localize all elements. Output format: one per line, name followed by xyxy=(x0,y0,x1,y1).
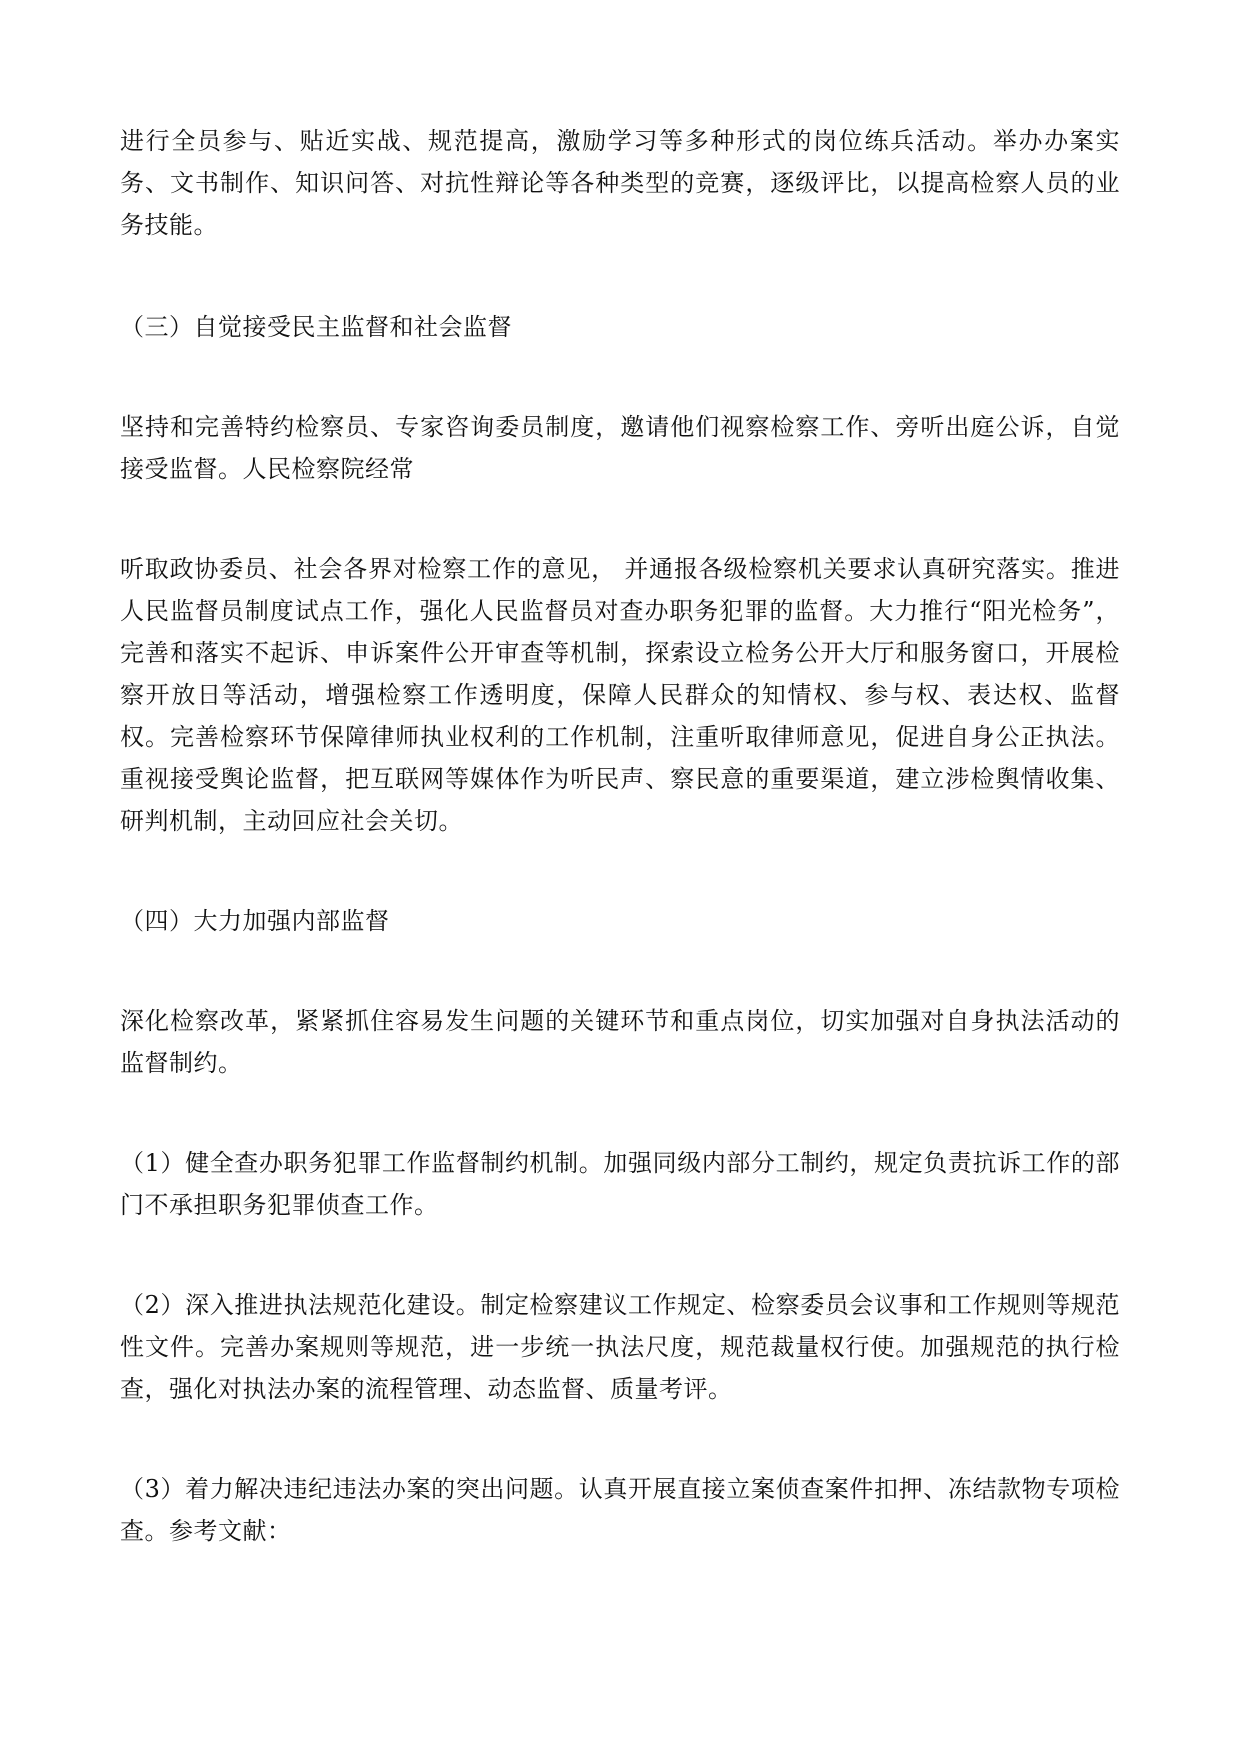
paragraph-item-2: （2）深入推进执法规范化建设。制定检察建议工作规定、检察委员会议事和工作规则等规范性文件。完善办案规则等规范，进一步统一执法尺度，规范裁量权行使。加强规范的执行检查，强化对执法办案的流程管理、动态监督、质量考评。 xyxy=(120,1291,1120,1403)
paragraph-public-supervision: 听取政协委员、社会各界对检察工作的意见， 并通报各级检察机关要求认真研究落实。推进人民监督员制度试点工作，强化人民监督员对查办职务犯罪的监督。大力推行“阳光检务”，完善和落实不起诉、申诉案件公开审查等机制，探索设立检务公开大厅和服务窗口，开展检察开放日等活动，增强检察工作透明度，保障人民群众的知情权、参与权、表达权、监督权。完善检察环节保障律师执业权利的工作机制，注重听取律师意见，促进自身公正执法。重视接受舆论监督，把互联网等媒体作为听民声、察民意的重要渠道，建立涉检舆情收集、研判机制，主动回应社会关切。 xyxy=(120,555,1120,835)
paragraph-special-prosecutors: 坚持和完善特约检察员、专家咨询委员制度，邀请他们视察检察工作、旁听出庭公诉，自觉接受监督。人民检察院经常 xyxy=(120,413,1120,483)
document-body xyxy=(120,120,1120,1552)
paragraph-item-1: （1）健全查办职务犯罪工作监督制约机制。加强同级内部分工制约，规定负责抗诉工作的部门不承担职务犯罪侦查工作。 xyxy=(120,1149,1120,1219)
section-heading-3: （三）自觉接受民主监督和社会监督 xyxy=(120,313,512,341)
section-heading-4: （四）大力加强内部监督 xyxy=(120,907,390,935)
paragraph-item-3: （3）着力解决违纪违法办案的突出问题。认真开展直接立案侦查案件扣押、冻结款物专项检查。参考文献： xyxy=(120,1475,1120,1545)
paragraph-training-activities: 进行全员参与、贴近实战、规范提高，激励学习等多种形式的岗位练兵活动。举办办案实务、文书制作、知识问答、对抗性辩论等各种类型的竞赛，逐级评比，以提高检察人员的业务技能。 xyxy=(120,127,1120,239)
paragraph-deepen-reform: 深化检察改革，紧紧抓住容易发生问题的关键环节和重点岗位，切实加强对自身执法活动的监督制约。 xyxy=(120,1007,1120,1077)
